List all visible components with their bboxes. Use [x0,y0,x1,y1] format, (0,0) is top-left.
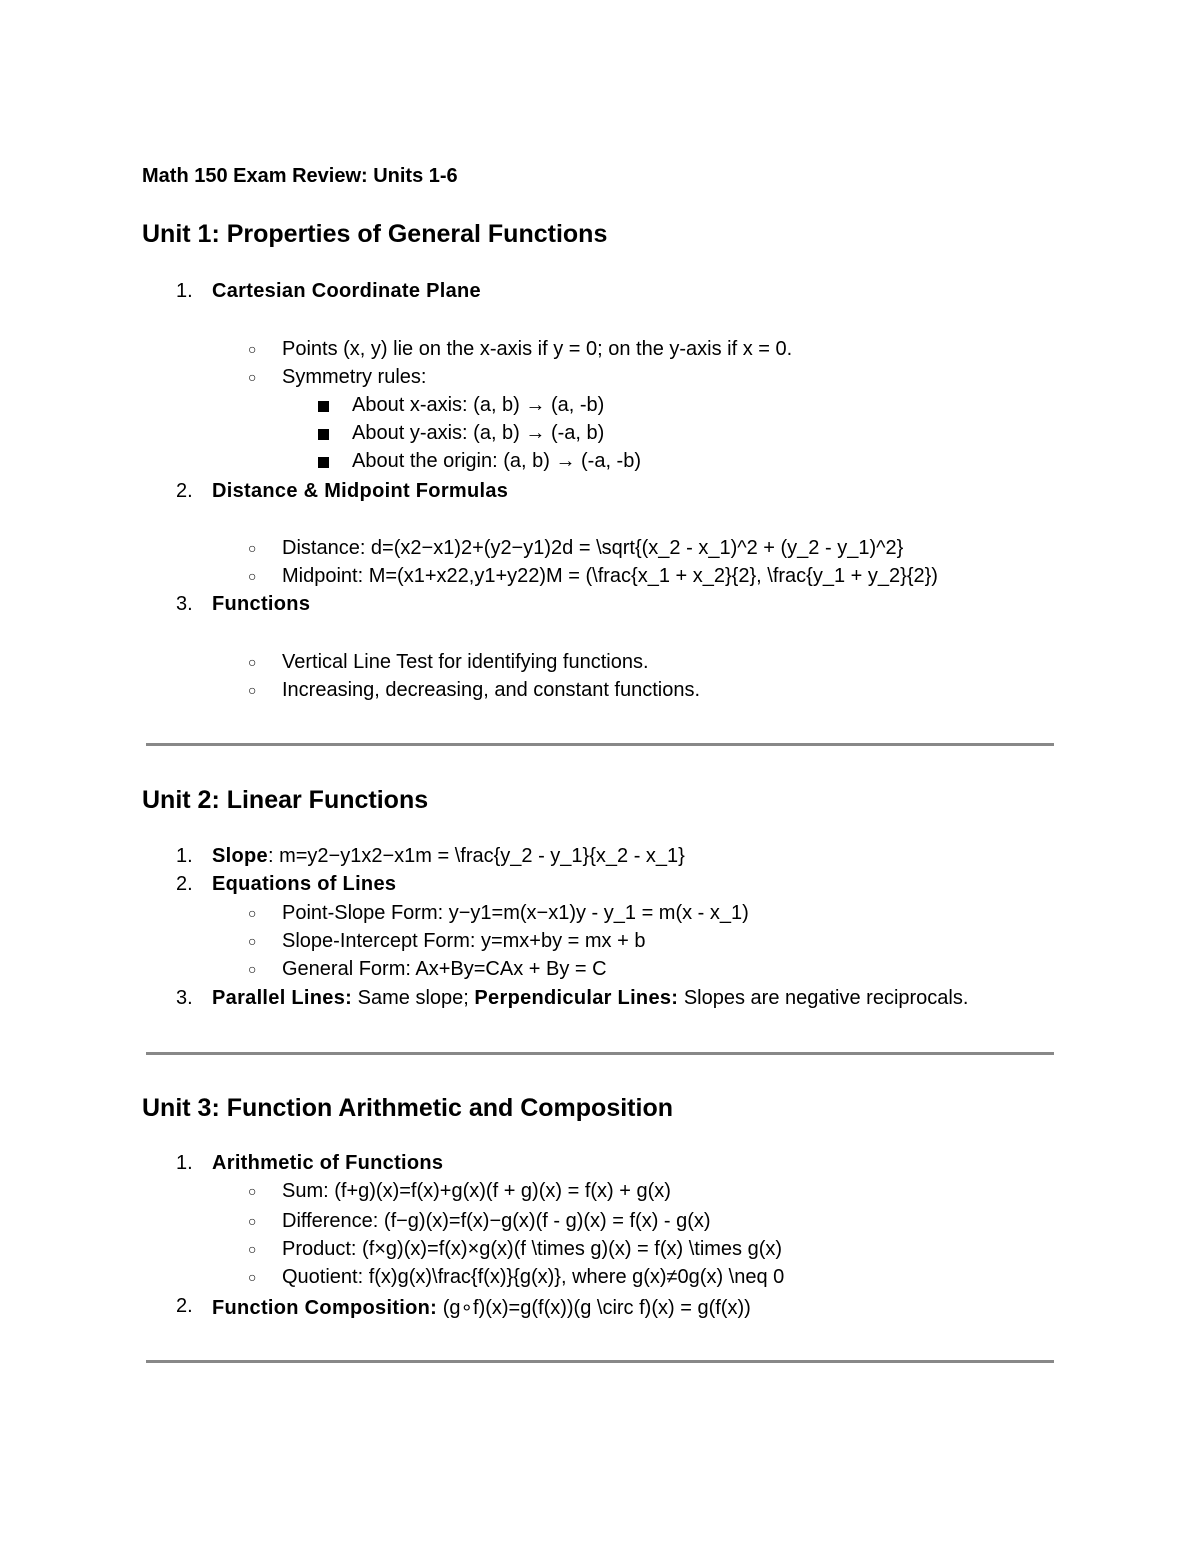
square-bullet-icon [318,429,329,440]
item-text: Slopes are negative reciprocals. [678,987,969,1009]
item-text: : m=y2−y1x2−x1m = \frac{y_2 - y_1}{x_2 - x_1} [267,845,685,867]
circle-bullet-icon: ○ [248,369,257,385]
circle-bullet-icon: ○ [248,568,257,584]
list-number: 2. [176,480,193,502]
item-title: Parallel Lines: [212,987,353,1009]
sub-bullet-text: Points (x, y) lie on the x-axis if y = 0; on the y-axis if x = 0. [282,338,793,360]
list-item [212,1295,751,1320]
item-title: Distance & Midpoint Formulas [212,480,509,502]
list-number: 1. [176,845,193,867]
sub-bullet-text: General Form: Ax+By=CAx + By = C [282,958,607,980]
sub-bullet-text: Midpoint: M=(x1+x22,y1+y22)M = (\frac{x_1 + x_2}{2}, \frac{y_1 + y_2}{2}) [282,565,938,587]
horizontal-divider [146,1360,1054,1363]
item-title: Arithmetic of Functions [212,1152,444,1174]
circle-bullet-icon: ○ [248,1213,257,1229]
sub-bullet-text: Difference: (f−g)(x)=f(x)−g(x)(f - g)(x) = f(x) - g(x) [282,1210,711,1232]
item-text: (g∘f)(x)=g(f(x))(g \circ f)(x) = g(f(x)) [437,1297,751,1319]
horizontal-divider [146,1052,1054,1055]
list-number: 3. [176,987,193,1009]
square-bullet-icon [318,401,329,412]
symmetry-rule: About y-axis: (a, b) → (-a, b) [352,422,605,444]
item-title: Function Composition: [212,1297,438,1319]
sub-bullet-text: Sum: (f+g)(x)=f(x)+g(x)(f + g)(x) = f(x) + g(x) [282,1180,671,1202]
sub-bullet-text: Product: (f×g)(x)=f(x)×g(x)(f \times g)(x) = f(x) \times g(x) [282,1238,783,1260]
circle-bullet-icon: ○ [248,905,257,921]
list-item-title [212,873,396,896]
list-item [212,845,685,868]
sub-bullet-text: Slope-Intercept Form: y=mx+by = mx + b [282,930,646,952]
item-title: Cartesian Coordinate Plane [212,280,481,302]
sub-bullet-text: Symmetry rules: [282,366,427,388]
circle-bullet-icon: ○ [248,1183,257,1199]
sub-bullet-text: Quotient: f(x)g(x)\frac{f(x)}{g(x)}, where g(x)≠0g(x) \neq 0 [282,1266,785,1288]
list-item-title [212,480,508,503]
symmetry-rule: About the origin: (a, b) → (-a, -b) [352,450,642,472]
item-title: Equations of Lines [212,873,397,895]
item-title: Slope [212,845,268,867]
horizontal-divider [146,743,1054,746]
circle-bullet-icon: ○ [248,341,257,357]
circle-bullet-icon: ○ [248,682,257,698]
item-text: Same slope; [352,987,475,1009]
list-number: 2. [176,873,193,895]
sub-bullet-text: Vertical Line Test for identifying functions. [282,651,649,673]
list-item-title [212,280,481,303]
sub-bullet-text: Distance: d=(x2−x1)2+(y2−y1)2d = \sqrt{(x_2 - x_1)^2 + (y_2 - y_1)^2} [282,537,904,559]
square-bullet-icon [318,457,329,468]
list-number: 2. [176,1295,193,1317]
circle-bullet-icon: ○ [248,540,257,556]
document-title: Math 150 Exam Review: Units 1-6 [142,165,458,187]
list-number: 1. [176,280,193,302]
circle-bullet-icon: ○ [248,654,257,670]
list-number: 3. [176,593,193,615]
sub-bullet-text: Increasing, decreasing, and constant functions. [282,679,701,701]
unit-1-heading: Unit 1: Properties of General Functions [142,220,608,248]
list-number: 1. [176,1152,193,1174]
unit-3-heading: Unit 3: Function Arithmetic and Composition [142,1094,673,1122]
list-item [212,987,968,1010]
sub-bullet-text: Point-Slope Form: y−y1=m(x−x1)y - y_1 = m(x - x_1) [282,902,749,924]
symmetry-rule: About x-axis: (a, b) → (a, -b) [352,394,605,416]
item-title: Perpendicular Lines: [474,987,679,1009]
list-item-title [212,593,310,616]
circle-bullet-icon: ○ [248,961,257,977]
list-item-title [212,1152,443,1175]
circle-bullet-icon: ○ [248,933,257,949]
circle-bullet-icon: ○ [248,1241,257,1257]
circle-bullet-icon: ○ [248,1269,257,1285]
item-title: Functions [212,593,311,615]
unit-2-heading: Unit 2: Linear Functions [142,786,429,814]
